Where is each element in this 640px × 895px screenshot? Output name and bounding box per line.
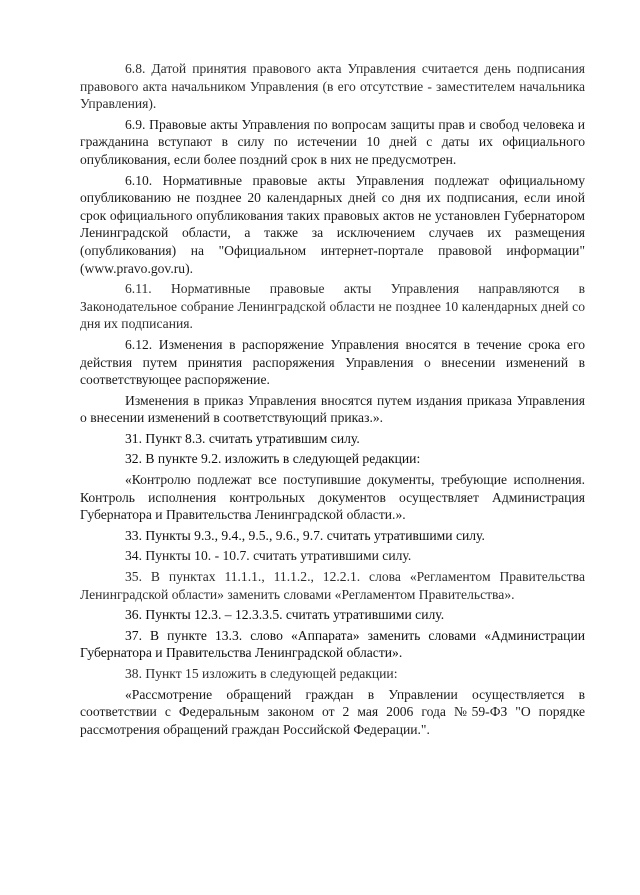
paragraph-6-10: 6.10. Нормативные правовые акты Управления подлежат официальному опубликованию не позднее 20 календарных дней со дня их подписания, если иной срок официального опубликования таких правовых актов не установлен Губернатором Ленинградской области, а также за исключением случаев их размещения (опубликования) на "Официальном интернет-портале правовой информации" (www.pravo.gov.ru). <box>80 172 585 276</box>
paragraph-order-changes: Изменения в приказ Управления вносятся путем издания приказа Управления о внесении изменений в соответствующий приказ.». <box>80 392 585 426</box>
paragraph-6-9: 6.9. Правовые акты Управления по вопросам защиты прав и свобод человека и гражданина вступают в силу по истечении 10 дней с даты их официального опубликования, если более поздний срок в них не предусмотрен. <box>80 116 585 167</box>
item-31: 31. Пункт 8.3. считать утратившим силу. <box>125 430 360 446</box>
item-32: 32. В пункте 9.2. изложить в следующей редакции: <box>125 451 421 467</box>
item-38-text: «Рассмотрение обращений граждан в Управлении осуществляется в соответствии с Федеральным законом от 2 мая 2006 года №59-ФЗ "О порядке рассмотрения обращений граждан Российской Федерации.". <box>80 686 585 737</box>
paragraph-6-12: 6.12. Изменения в распоряжение Управления вносятся в течение срока его действия путем принятия распоряжения Управления о внесении изменений в соответствующее распоряжение. <box>80 336 585 388</box>
item-36: 36. Пункты 12.3. – 12.3.3.5. считать утратившими силу. <box>125 607 445 623</box>
item-38: 38. Пункт 15 изложить в следующей редакции: <box>125 666 398 681</box>
item-35: 35. В пунктах 11.1.1., 11.1.2., 12.2.1. слова «Регламентом Правительства Ленинградской области» заменить словами «Регламентом Правительства». <box>80 569 585 602</box>
item-33: 33. Пункты 9.3., 9.4., 9.5., 9.6., 9.7. считать утратившими силу. <box>125 527 485 543</box>
item-32-text: «Контролю подлежат все поступившие документы, требующие исполнения. Контроль исполнения контрольных документов осуществляет Администрация Губернатора и Правительства Ленинградской области.». <box>80 472 585 523</box>
item-37: 37. В пункте 13.3. слово «Аппарата» заменить словами «Администрации Губернатора и Правительства Ленинградской области». <box>80 627 585 661</box>
paragraph-6-11: 6.11. Нормативные правовые акты Управления направляются в Законодательное собрание Ленинградской области не позднее 10 календарных дней со дня их подписания. <box>80 281 585 332</box>
item-34: 34. Пункты 10. - 10.7. считать утратившими силу. <box>125 548 412 564</box>
document-body <box>80 60 585 741</box>
paragraph-6-8: 6.8. Датой принятия правового акта Управления считается день подписания правового акта начальником Управления (в его отсутствие - заместителем начальника Управления). <box>80 61 585 112</box>
